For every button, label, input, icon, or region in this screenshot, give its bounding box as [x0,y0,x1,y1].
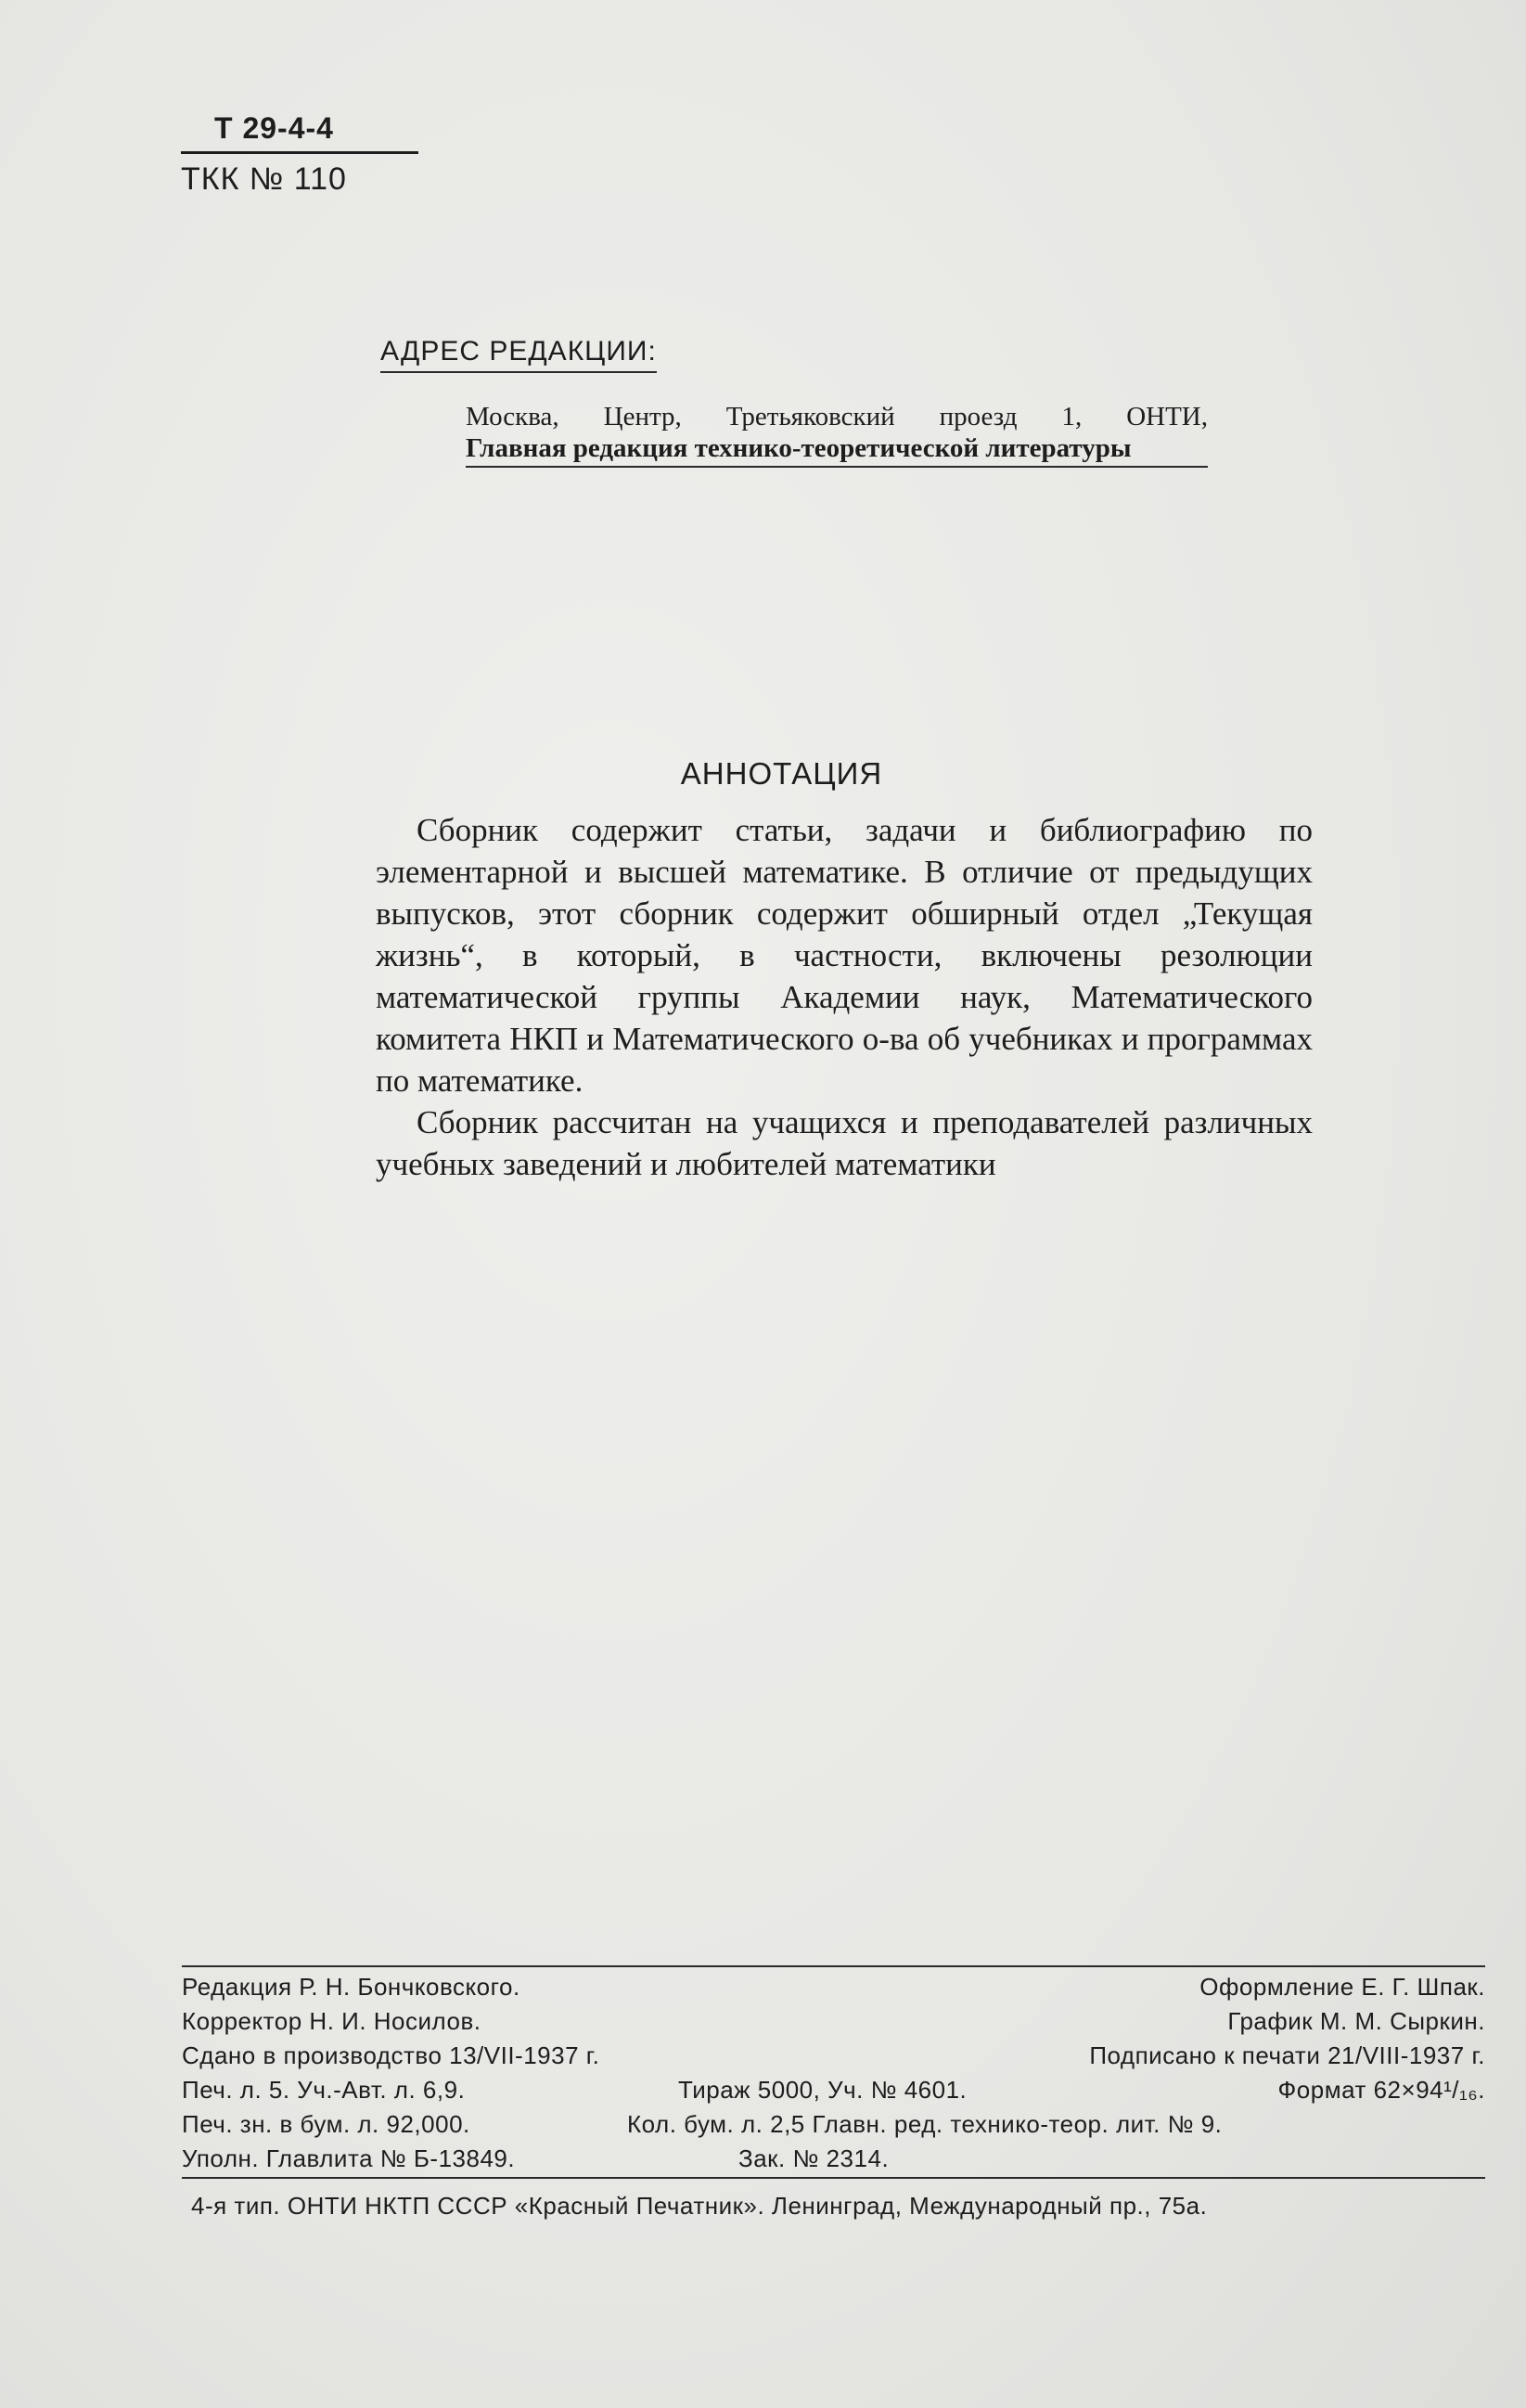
imprint-block [182,1965,1485,2179]
annotation-body [376,809,1313,1185]
imprint-order: Зак. № 2314. [738,2144,890,2172]
address-block [466,401,1208,468]
imprint-row-3 [182,2041,1485,2076]
annotation-paragraph-2: Сборник рассчитан на учащихся и преподавателей различных учебных заведений и любителей математики [376,1104,1313,1182]
address-line-1: Москва, Центр, Третьяковский проезд 1, ОНТИ, [466,402,1208,431]
imprint-design: Оформление Е. Г. Шпак. [1199,1973,1485,2001]
imprint-corrector: Корректор Н. И. Носилов. [182,2007,481,2035]
imprint-paper-sheets: Кол. бум. л. 2,5 Главн. ред. технико-теор. лит. № 9. [627,2110,1223,2138]
annotation-title: АННОТАЦИЯ [680,756,883,791]
imprint-row-1 [182,1973,1485,2007]
imprint-row-6 [182,2144,1485,2179]
imprint-circulation: Тираж 5000, Уч. № 4601. [678,2076,968,2104]
address-line-2: Главная редакция технико-теоретической литературы [466,432,1208,468]
code-top: Т 29-4-4 [181,111,418,154]
imprint-graphic: График М. М. Сыркин. [1227,2007,1485,2035]
annotation-paragraph-1: Сборник содержит статьи, задачи и библиографию по элементарной и высшей математике. В отличие от предыдущих выпусков, этот сборник содержит обширный отдел „Текущая жизнь“, в который, в частности, включены резолюции математической группы Академии наук, Математического комитета НКП и Математического о-ва об учебниках и программах по математике. [376,812,1313,1099]
address-label: АДРЕС РЕДАКЦИИ: [380,336,657,373]
imprint-print-sheets: Печ. л. 5. Уч.-Авт. л. 6,9. [182,2076,466,2104]
imprint-format: Формат 62×94¹/₁₆. [1277,2076,1485,2104]
imprint-row-2 [182,2007,1485,2041]
imprint-row-4 [182,2076,1485,2110]
code-bottom: ТКК № 110 [181,161,347,197]
imprint-editor: Редакция Р. Н. Бончковского. [182,1973,520,2001]
imprint-submitted: Сдано в производство 13/VII-1937 г. [182,2041,600,2069]
imprint-row-5 [182,2110,1485,2144]
imprint-chars: Печ. зн. в бум. л. 92,000. [182,2110,470,2138]
imprint-signed: Подписано к печати 21/VIII-1937 г. [1089,2041,1485,2069]
imprint-glavlit: Уполн. Главлита № Б-13849. [182,2144,516,2172]
classification-code [181,111,418,198]
printer-line: 4-я тип. ОНТИ НКТП СССР «Красный Печатник». Ленинград, Международный пр., 75а. [182,2177,1485,2221]
